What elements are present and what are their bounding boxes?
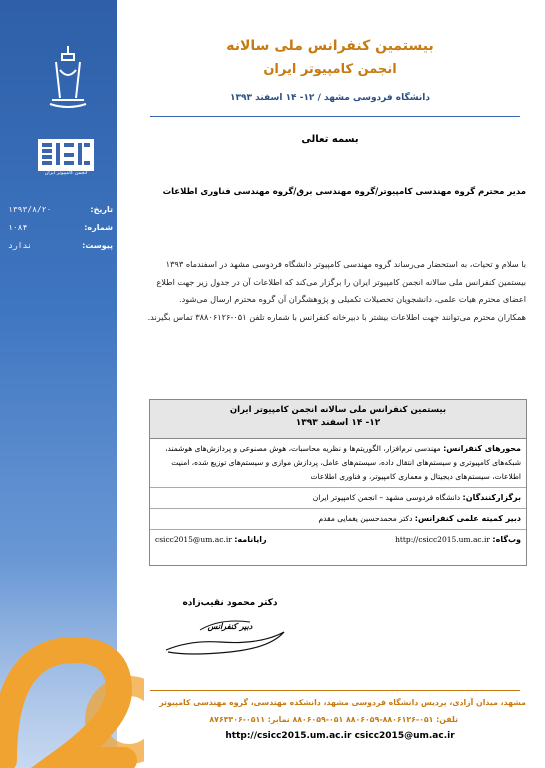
organizers-label: برگزارکنندگان: [462, 493, 521, 502]
website-cell [395, 533, 521, 547]
email-cell [155, 533, 267, 547]
attachment-value: ندارد [8, 240, 33, 250]
conference-title: بیستمین کنفرانس ملی سالانه [226, 38, 434, 54]
signatory-title: دبیر کنفرانس [207, 622, 253, 631]
date-label: تاریخ: [90, 204, 113, 214]
header-divider [150, 116, 520, 117]
website-label: وب‌گاه: [492, 535, 521, 544]
recipient: مدیر محترم گروه مهندسی کامپیوتر/گروه مهندسی برق/گروه مهندسی فناوری اطلاعات [162, 187, 526, 197]
university-logo-icon [40, 40, 96, 110]
email-label: رایانامه: [234, 535, 267, 544]
signature-scribble [160, 612, 290, 657]
info-chair [150, 509, 526, 530]
meta-attachment [8, 236, 113, 254]
topics-label: محورهای کنفرانس: [443, 444, 521, 453]
chair-text: دکتر محمدحسین یغمایی مقدم [318, 514, 413, 523]
footer-phones: تلفن: ۰۵۱-۸۸۰۶۱۲۶-۸۸۰۶۰۵۹ ۰۵۱-۸۸۰۶۰۵۹ نمابر: ۰۵۱۱-۸۷۶۳۳۰۶ [209, 715, 458, 724]
meta-date [8, 200, 113, 218]
info-box-header [150, 400, 526, 439]
meta-number [8, 218, 113, 236]
letter-body [140, 256, 526, 326]
attachment-label: پیوست: [82, 240, 113, 250]
info-contact [150, 530, 526, 550]
website-link[interactable]: http://csicc2015.um.ac.ir [395, 535, 491, 544]
info-box-title: بیستمین کنفرانس ملی سالانه انجمن کامپیوتر ایران [229, 405, 447, 415]
venue-date: دانشگاه فردوسی مشهد / ۱۲- ۱۴ اسفند ۱۳۹۳ [230, 93, 430, 103]
footer-divider [150, 690, 520, 691]
society-name: انجمن کامپیوتر ایران [263, 62, 397, 77]
decorative-20-graphic [0, 610, 144, 768]
body-paragraph-1: با سلام و تحیات، به استحضار می‌رساند گروه مهندسی کامپیوتر دانشگاه فردوسی مشهد در اسفندماه ۱۳۹۳ بیستمین کنفرانس ملی سالانه انجمن کامپیوتر ایران را برگزار می‌کند که اطلاعات آن در جدول زیر جهت اطلاع اعضای محترم هیات علمی، دانشجویان تحصیلات تکمیلی و پژوهشگران آن گروه محترم ارسال می‌شود. [156, 259, 526, 304]
society-logo-caption: انجمن کامپیوتر ایران [44, 170, 88, 176]
info-topics [150, 439, 526, 488]
signatory-name: دکتر محمود نقیب‌زاده [182, 598, 278, 608]
chair-label: دبیر کمیته علمی کنفرانس: [414, 514, 521, 523]
basmala: بسمه تعالی [301, 134, 359, 145]
info-organizers [150, 488, 526, 509]
topics-text: مهندسی نرم‌افزار، الگوریتم‌ها و نظریه محاسبات، هوش مصنوعی و پردازش‌های هوشمند، شبکه‌های کامپیوتری و سیستم‌های انتقال داده، سیستم‌های عامل، پردازش موازی و سیستم‌های توزیع شده، امنیت اطلاعات، سیستم‌های دیجیتال و معماری کامپیوتر، و فناوری اطلاعات [165, 444, 521, 481]
date-value: ۱۳۹۳/۸/۲۰ [8, 204, 52, 214]
letter-meta [8, 200, 113, 254]
footer-address: مشهد، میدان آزادی، پردیس دانشگاه فردوسی مشهد، دانشکده مهندسی، گروه مهندسی کامپیوتر [159, 698, 526, 707]
conference-info-box [149, 399, 527, 566]
email-link[interactable]: csicc2015@um.ac.ir [155, 535, 232, 544]
footer-links[interactable]: http://csicc2015.um.ac.ir csicc2015@um.ac.ir [225, 731, 455, 741]
info-box-dates: ۱۲- ۱۴ اسفند ۱۳۹۳ [295, 418, 381, 428]
number-value: ۱۰۸۴ [8, 222, 28, 232]
body-paragraph-2: همکاران محترم می‌توانند جهت اطلاعات بیشتر با دبیرخانه کنفرانس با شماره تلفن ۰۵۱-۳۸۸۰۶۱۲۶ تماس بگیرند. [147, 311, 526, 322]
organizers-text: دانشگاه فردوسی مشهد – انجمن کامپیوتر ایران [312, 493, 461, 502]
number-label: شماره: [84, 222, 113, 232]
